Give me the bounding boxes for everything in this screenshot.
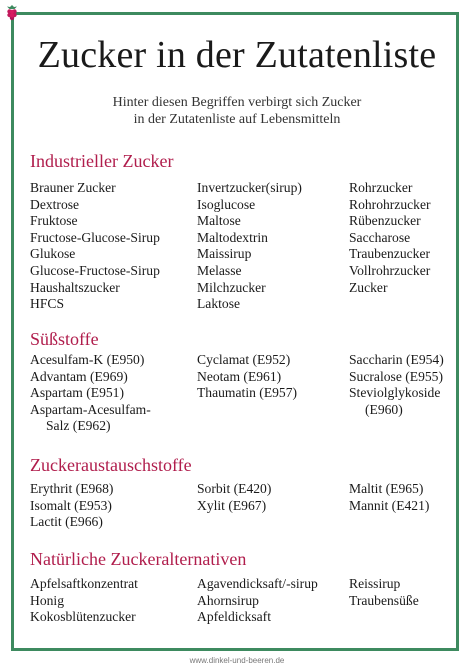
list-item: Agavendicksaft/-sirup: [197, 576, 318, 591]
list-item: Aspartam (E951): [30, 385, 124, 401]
list-item: Acesulfam-K (E950): [30, 352, 145, 367]
section-title-industrial: Industrieller Zucker: [30, 151, 174, 171]
natural-col-2: [197, 576, 318, 626]
list-item: Apfelsaftkonzentrat: [30, 576, 138, 591]
substitutes-col-3: [349, 481, 429, 514]
list-item: Steviolglykoside: [349, 385, 441, 401]
list-item: Neotam (E961): [197, 368, 282, 384]
list-item: Rohrzucker: [349, 180, 413, 195]
list-item: Honig: [30, 592, 64, 608]
list-item: Kokosblütenzucker: [30, 609, 136, 625]
list-item: Fruktose: [30, 213, 78, 229]
natural-col-1: [30, 576, 138, 626]
sweeteners-col-1: [30, 352, 151, 435]
list-item: Salz (E962): [46, 418, 111, 434]
list-item: Thaumatin (E957): [197, 385, 298, 401]
list-item: Rübenzucker: [349, 213, 421, 229]
list-item: Invertzucker(sirup): [197, 180, 302, 195]
list-item: Traubensüße: [349, 592, 419, 608]
list-item: Glucose-Fructose-Sirup: [30, 262, 160, 278]
list-item: Zucker: [349, 279, 388, 295]
list-item: Melasse: [197, 262, 242, 278]
sweeteners-col-3: [349, 352, 444, 418]
industrial-col-1: [30, 180, 160, 313]
list-item: Reissirup: [349, 576, 401, 591]
list-item: Erythrit (E968): [30, 481, 114, 496]
footer-url[interactable]: www.dinkel-und-beeren.de: [189, 656, 285, 665]
list-item: Maltodextrin: [197, 229, 268, 245]
section-title-sugar-substitutes: Zuckeraustauschstoffe: [30, 455, 192, 475]
sweeteners-col-2: [197, 352, 297, 402]
subtitle-line-2: in der Zutatenliste auf Lebensmitteln: [133, 112, 341, 127]
list-item: Ahornsirup: [197, 592, 259, 608]
list-item: HFCS: [30, 296, 65, 312]
list-item: Glukose: [30, 246, 76, 262]
list-item: Vollrohrzucker: [349, 262, 431, 278]
list-item: Brauner Zucker: [30, 180, 116, 195]
substitutes-col-1: [30, 481, 113, 531]
list-item: Rohrohrzucker: [349, 196, 431, 212]
natural-col-3: [349, 576, 419, 609]
list-item: Aspartam-Acesulfam-: [30, 401, 151, 417]
list-item: Maltose: [197, 213, 241, 229]
subtitle-line-1: Hinter diesen Begriffen verbirgt sich Zucker: [112, 95, 362, 110]
list-item: Isoglucose: [197, 196, 256, 212]
list-item: Fructose-Glucose-Sirup: [30, 229, 160, 245]
list-item: Advantam (E969): [30, 368, 128, 384]
substitutes-col-2: [197, 481, 271, 514]
list-item: Maltit (E965): [349, 481, 424, 496]
list-item: Haushaltszucker: [30, 279, 120, 295]
list-item: Sorbit (E420): [197, 481, 272, 496]
industrial-col-3: [349, 180, 431, 296]
list-item: Apfeldicksaft: [197, 609, 271, 625]
list-item: Dextrose: [30, 196, 80, 212]
list-item: Saccharin (E954): [349, 352, 444, 367]
raspberry-icon: [5, 5, 19, 21]
list-item: Saccharose: [349, 229, 411, 245]
page-title: Zucker in der Zutatenliste: [37, 34, 437, 76]
list-item: Mannit (E421): [349, 497, 430, 513]
list-item: Xylit (E967): [197, 497, 267, 513]
list-item: Sucralose (E955): [349, 368, 443, 384]
industrial-col-2: [197, 180, 302, 313]
list-item: Lactit (E966): [30, 514, 103, 530]
page-subtitle: [0, 94, 474, 128]
list-item: Laktose: [197, 296, 241, 312]
list-item: Cyclamat (E952): [197, 352, 291, 367]
list-item: Milchzucker: [197, 279, 266, 295]
section-title-natural: Natürliche Zuckeralternativen: [30, 549, 247, 569]
list-item: Traubenzucker: [349, 246, 431, 262]
section-title-sweeteners: Süßstoffe: [30, 329, 99, 349]
list-item: (E960): [365, 401, 403, 417]
list-item: Isomalt (E953): [30, 497, 112, 513]
list-item: Maissirup: [197, 246, 252, 262]
